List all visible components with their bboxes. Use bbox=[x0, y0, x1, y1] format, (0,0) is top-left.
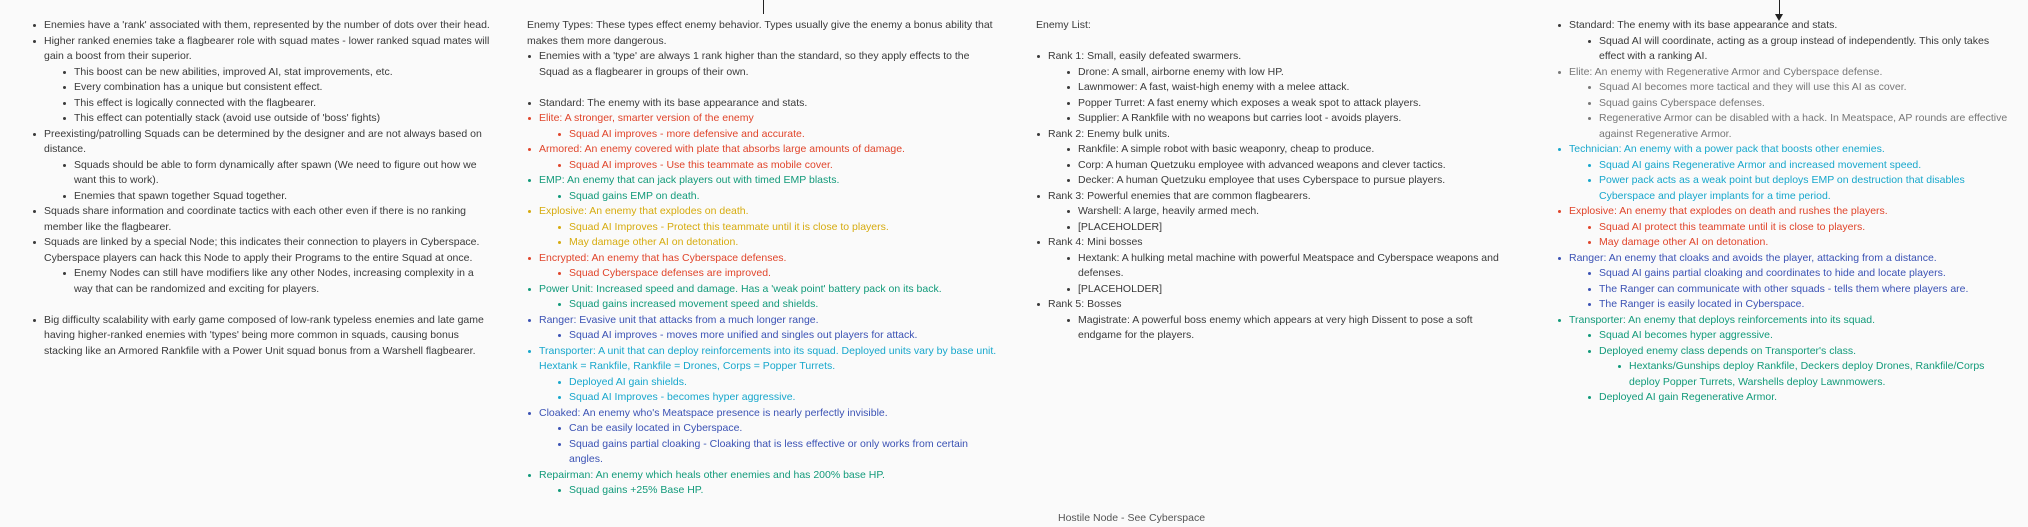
column-squad-rules bbox=[32, 18, 492, 359]
enemy-entry-item: Popper Turret: A fast enemy which exposes a weak spot to attack players. bbox=[1078, 96, 1514, 112]
enemy-entry-item: Rank 1: Small, easily defeated swarmers. bbox=[1048, 49, 1514, 65]
enemy-type-item: Transporter: A unit that can deploy reinforcements into its squad. Deployed units vary by base unit. Hextank = Rankfile, Rankfile = Drones, Corps = Popper Turrets. bbox=[539, 344, 1002, 375]
enemy-entry-item: Decker: A human Quetzuku employee that uses Cyberspace to pursue players. bbox=[1078, 173, 1514, 189]
enemy-type-item: Squad gains +25% Base HP. bbox=[569, 483, 1002, 499]
enemy-type-item: Squad AI Improves - becomes hyper aggressive. bbox=[569, 390, 1002, 406]
enemy-type-item: Repairman: An enemy which heals other enemies and has 200% base HP. bbox=[539, 468, 1002, 484]
enemy-type-item: Deployed AI gain shields. bbox=[569, 375, 1002, 391]
squad-rule-item: Squads are linked by a special Node; this indicates their connection to players in Cyberspace. Cyberspace players can hack this Node to apply their Programs to the entire Squad at once. bbox=[44, 235, 492, 266]
squad-rule-item: Squads share information and coordinate tactics with each other even if there is no ranking member like the flagbearer. bbox=[44, 204, 492, 235]
enemy-type-item: Squad gains EMP on death. bbox=[569, 189, 1002, 205]
enemy-type-item: Armored: An enemy covered with plate that absorbs large amounts of damage. bbox=[539, 142, 1002, 158]
enemy-type-item: Explosive: An enemy that explodes on death. bbox=[539, 204, 1002, 220]
connector-line-right bbox=[1779, 0, 1780, 14]
revised-type-item: Standard: The enemy with its base appearance and stats. bbox=[1569, 18, 2015, 34]
enemy-type-item: Enemy Types: These types effect enemy behavior. Types usually give the enemy a bonus ability that makes them more dangerous. bbox=[527, 19, 993, 47]
revised-type-item: Regenerative Armor can be disabled with a hack. In Meatspace, AP rounds are effective against Regenerative Armor. bbox=[1599, 111, 2015, 142]
enemy-entry-item: Magistrate: A powerful boss enemy which appears at very high Dissent to pose a soft endgame for the players. bbox=[1078, 313, 1514, 344]
column-enemy-types bbox=[527, 18, 1002, 499]
enemy-type-item: May damage other AI on detonation. bbox=[569, 235, 1002, 251]
revised-type-item: Technician: An enemy with a power pack that boosts other enemies. bbox=[1569, 142, 2015, 158]
revised-type-item: Deployed enemy class depends on Transporter's class. bbox=[1599, 344, 2015, 360]
enemy-type-item: Squad AI improves - Use this teammate as mobile cover. bbox=[569, 158, 1002, 174]
enemy-types-revised-list bbox=[1557, 18, 2015, 406]
enemy-type-item: Standard: The enemy with its base appearance and stats. bbox=[539, 96, 1002, 112]
revised-type-item: Hextanks/Gunships deploy Rankfile, Deckers deploy Drones, Rankfile/Corps deploy Popper Turrets, Warshells deploy Lawnmowers. bbox=[1629, 359, 2015, 390]
squad-rule-item: Enemy Nodes can still have modifiers like any other Nodes, increasing complexity in a way that can be randomized and exciting for players. bbox=[74, 266, 492, 297]
revised-type-item: Squad gains Cyberspace defenses. bbox=[1599, 96, 2015, 112]
enemy-entry-item: Supplier: A Rankfile with no weapons but carries loot - avoids players. bbox=[1078, 111, 1514, 127]
enemy-entry-item: Rankfile: A simple robot with basic weaponry, cheap to produce. bbox=[1078, 142, 1514, 158]
enemy-type-item: Cloaked: An enemy who's Meatspace presence is nearly perfectly invisible. bbox=[539, 406, 1002, 422]
revised-type-item: Squad AI gains Regenerative Armor and increased movement speed. bbox=[1599, 158, 2015, 174]
enemy-entry-item: Rank 2: Enemy bulk units. bbox=[1048, 127, 1514, 143]
squad-rule-item: Squads should be able to form dynamically after spawn (We need to figure out how we want this to work). bbox=[74, 158, 492, 189]
enemy-types-list bbox=[527, 18, 1002, 499]
connector-arrowhead-right bbox=[1775, 14, 1783, 21]
connector-line-left bbox=[763, 0, 764, 14]
enemy-entry-item: Lawnmower: A fast, waist-high enemy with a melee attack. bbox=[1078, 80, 1514, 96]
enemy-type-item bbox=[527, 80, 1002, 96]
enemy-entry-item: Rank 4: Mini bosses bbox=[1048, 235, 1514, 251]
squad-rule-item: Enemies that spawn together Squad together. bbox=[74, 189, 492, 205]
enemy-type-item: Squad AI improves - more defensive and accurate. bbox=[569, 127, 1002, 143]
revised-type-item: The Ranger is easily located in Cyberspace. bbox=[1599, 297, 2015, 313]
squad-rule-item: This boost can be new abilities, improved AI, stat improvements, etc. bbox=[74, 65, 492, 81]
squad-rule-item: Preexisting/patrolling Squads can be determined by the designer and are not always based on distance. bbox=[44, 127, 492, 158]
squad-rule-item: Every combination has a unique but consistent effect. bbox=[74, 80, 492, 96]
revised-type-item: Elite: An enemy with Regenerative Armor and Cyberspace defense. bbox=[1569, 65, 2015, 81]
column-enemy-types-revised bbox=[1557, 18, 2015, 406]
revised-type-item: Squad AI will coordinate, acting as a group instead of independently. This only takes effect with a ranking AI. bbox=[1599, 34, 2015, 65]
squad-rule-item bbox=[32, 297, 492, 313]
enemy-entry-item: Rank 3: Powerful enemies that are common flagbearers. bbox=[1048, 189, 1514, 205]
squad-rule-item: This effect is logically connected with the flagbearer. bbox=[74, 96, 492, 112]
enemy-entry-item: [PLACEHOLDER] bbox=[1078, 282, 1514, 298]
hostile-node-note: Hostile Node - See Cyberspace bbox=[1058, 512, 1206, 524]
revised-type-item: Squad AI becomes more tactical and they will use this AI as cover. bbox=[1599, 80, 2015, 96]
enemy-entry-item bbox=[1036, 34, 1514, 50]
revised-type-item: Squad AI protect this teammate until it is close to players. bbox=[1599, 220, 2015, 236]
revised-type-item: Deployed AI gain Regenerative Armor. bbox=[1599, 390, 2015, 406]
column-enemy-list bbox=[1036, 18, 1514, 344]
enemy-type-item: Squad Cyberspace defenses are improved. bbox=[569, 266, 1002, 282]
enemy-type-item: Encrypted: An enemy that has Cyberspace defenses. bbox=[539, 251, 1002, 267]
enemy-entry-item: Corp: A human Quetzuku employee with advanced weapons and clever tactics. bbox=[1078, 158, 1514, 174]
enemy-list bbox=[1036, 18, 1514, 344]
enemy-type-item: Squad AI improves - moves more unified and singles out players for attack. bbox=[569, 328, 1002, 344]
enemy-entry-item: [PLACEHOLDER] bbox=[1078, 220, 1514, 236]
squad-rule-item: Higher ranked enemies take a flagbearer role with squad mates - lower ranked squad mates will gain a boost from their superior. bbox=[44, 34, 492, 65]
squad-rule-item: This effect can potentially stack (avoid use outside of 'boss' fights) bbox=[74, 111, 492, 127]
enemy-type-item: Squad gains increased movement speed and shields. bbox=[569, 297, 1002, 313]
revised-type-item: Ranger: An enemy that cloaks and avoids the player, attacking from a distance. bbox=[1569, 251, 2015, 267]
squad-rule-item: Big difficulty scalability with early game composed of low-rank typeless enemies and late game having higher-ranked enemies with 'types' being more common in squads, causing bonus stacking like an Armored Rankfile with a Power Unit squad bonus from a Warshell flagbearer. bbox=[44, 313, 492, 360]
squad-rule-item: Enemies have a 'rank' associated with them, represented by the number of dots over their head. bbox=[44, 18, 492, 34]
enemy-type-item: Power Unit: Increased speed and damage. Has a 'weak point' battery pack on its back. bbox=[539, 282, 1002, 298]
revised-type-item: Transporter: An enemy that deploys reinforcements into its squad. bbox=[1569, 313, 2015, 329]
enemy-type-item: Can be easily located in Cyberspace. bbox=[569, 421, 1002, 437]
enemy-type-item: Squad gains partial cloaking - Cloaking that is less effective or only works from certain angles. bbox=[569, 437, 1002, 468]
enemy-type-item: Enemies with a 'type' are always 1 rank higher than the standard, so they apply effects to the Squad as a flagbearer in groups of their own. bbox=[539, 49, 1002, 80]
enemy-entry-item: Hextank: A hulking metal machine with powerful Meatspace and Cyberspace weapons and defenses. bbox=[1078, 251, 1514, 282]
enemy-type-item: Ranger: Evasive unit that attacks from a much longer range. bbox=[539, 313, 1002, 329]
enemy-type-item: Squad AI Improves - Protect this teammate until it is close to players. bbox=[569, 220, 1002, 236]
enemy-entry-item: Warshell: A large, heavily armed mech. bbox=[1078, 204, 1514, 220]
enemy-type-item: EMP: An enemy that can jack players out with timed EMP blasts. bbox=[539, 173, 1002, 189]
revised-type-item: Squad AI becomes hyper aggressive. bbox=[1599, 328, 2015, 344]
revised-type-item: May damage other AI on detonation. bbox=[1599, 235, 2015, 251]
revised-type-item: Power pack acts as a weak point but deploys EMP on destruction that disables Cyberspace and player implants for a time period. bbox=[1599, 173, 2015, 204]
enemy-entry-item: Drone: A small, airborne enemy with low HP. bbox=[1078, 65, 1514, 81]
revised-type-item: Explosive: An enemy that explodes on death and rushes the players. bbox=[1569, 204, 2015, 220]
revised-type-item: Squad AI gains partial cloaking and coordinates to hide and locate players. bbox=[1599, 266, 2015, 282]
squad-rules-list bbox=[32, 18, 492, 359]
enemy-entry-item: Enemy List: bbox=[1036, 19, 1091, 31]
revised-type-item: The Ranger can communicate with other squads - tells them where players are. bbox=[1599, 282, 2015, 298]
enemy-entry-item: Rank 5: Bosses bbox=[1048, 297, 1514, 313]
enemy-type-item: Elite: A stronger, smarter version of the enemy bbox=[539, 111, 1002, 127]
